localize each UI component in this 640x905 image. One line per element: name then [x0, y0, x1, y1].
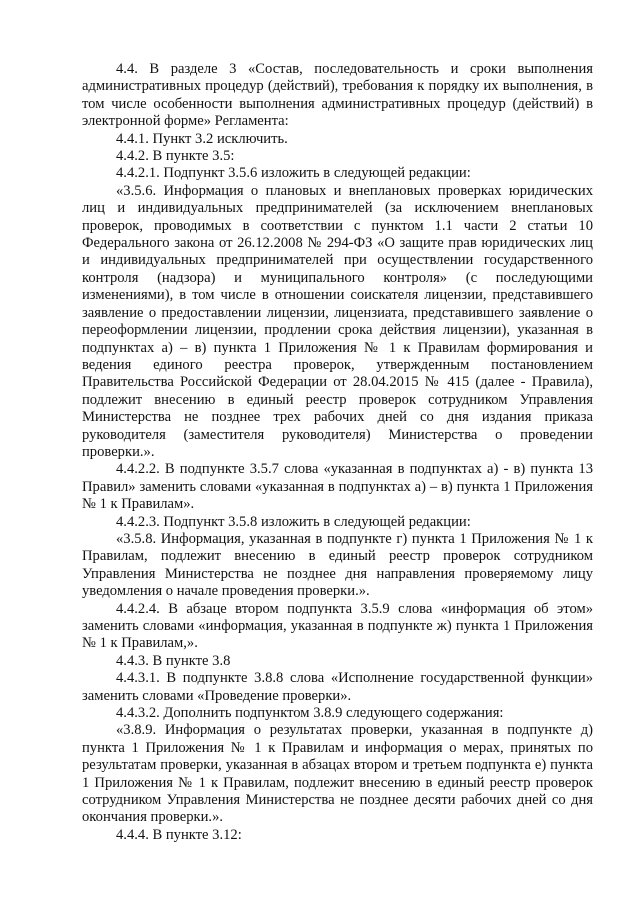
paragraph-4-4-4: 4.4.4. В пункте 3.12:	[116, 826, 242, 843]
paragraph-4-4-2-4: 4.4.2.4. В абзаце втором подпункта 3.5.9 слова «информация об этом» заменить словами «информация, указанная в подпункте ж) пункта 1 Приложения № 1 к Правилам,».	[82, 600, 593, 652]
paragraph-4-4-2-1: 4.4.2.1. Подпункт 3.5.6 изложить в следующей редакции:	[116, 165, 471, 182]
paragraph-4-4-3: 4.4.3. В пункте 3.8	[116, 652, 231, 669]
paragraph-4-4-2-3: 4.4.2.3. Подпункт 3.5.8 изложить в следующей редакции:	[116, 513, 471, 530]
paragraph-4-4-3-1: 4.4.3.1. В подпункте 3.8.8 слова «Исполнение государственной функции» заменить словами «Проведение проверки».	[82, 670, 593, 704]
paragraph-4-4-2-2: 4.4.2.2. В подпункте 3.5.7 слова «указанная в подпунктах а) - в) пункта 13 Правил» заменить словами «указанная в подпунктах а) – в) пункта 1 Приложения № 1 к Правилам».	[82, 461, 593, 513]
paragraph-4-4-3-2: 4.4.3.2. Дополнить подпунктом 3.8.9 следующего содержания:	[116, 705, 504, 722]
paragraph-4-4-1: 4.4.1. Пункт 3.2 исключить.	[116, 130, 288, 147]
paragraph-3-5-8-text: «3.5.8. Информация, указанная в подпункте г) пункта 1 Приложения № 1 к Правилам, подлежит внесению в единый реестр проверок сотрудником Управления Министерства не позднее дня направления проверяемому лицу уведомления о начале проведения проверки.».	[82, 530, 593, 600]
paragraph-3-8-9-text: «3.8.9. Информация о результатах проверки, указанная в подпункте д) пункта 1 Приложения № 1 к Правилам и информация о мерах, принятых по результатам проверки, указанная в абзацах втором и третьем подпункта е) пункта 1 Приложения № 1 к Правилам, подлежит внесению в единый реестр проверок сотрудником Управления Министерства не позднее десяти рабочих дней со дня окончания проверки.».	[82, 722, 593, 826]
paragraph-3-5-6-text: «3.5.6. Информация о плановых и внеплановых проверках юридических лиц и индивидуальных предпринимателей (за исключением внеплановых проверок, проводимых в соответствии с пунктом 1.1 части 2 статьи 10 Федерального закона от 26.12.2008 № 294-ФЗ «О защите прав юридических лиц и индивидуальных предпринимателей при осуществлении государственного контроля (надзора) и муниципального контроля» (с последующими изменениями), в том числе в отношении соискателя лицензии, представившего заявление о предоставлении лицензии, лицензиата, представившего заявление о переоформлении лицензии, продлении срока действия лицензии), указанная в подпунктах а) – в) пункта 1 Приложения № 1 к Правилам формирования и ведения единого реестра проверок, утвержденным постановлением Правительства Российской Федерации от 28.04.2015 № 415 (далее - Правила), подлежит внесению в единый реестр проверок сотрудником Управления Министерства не позднее трех рабочих дней со дня издания приказа руководителя (заместителя руководителя) Министерства о проведении проверки.».	[82, 182, 593, 460]
paragraph-4-4-2: 4.4.2. В пункте 3.5:	[116, 148, 235, 165]
paragraph-4-4: 4.4. В разделе 3 «Состав, последовательность и сроки выполнения административных процедур (действий), требования к порядку их выполнения, в том числе особенности выполнения административных процедур (действий) в электронной форме» Регламента:	[82, 61, 593, 130]
